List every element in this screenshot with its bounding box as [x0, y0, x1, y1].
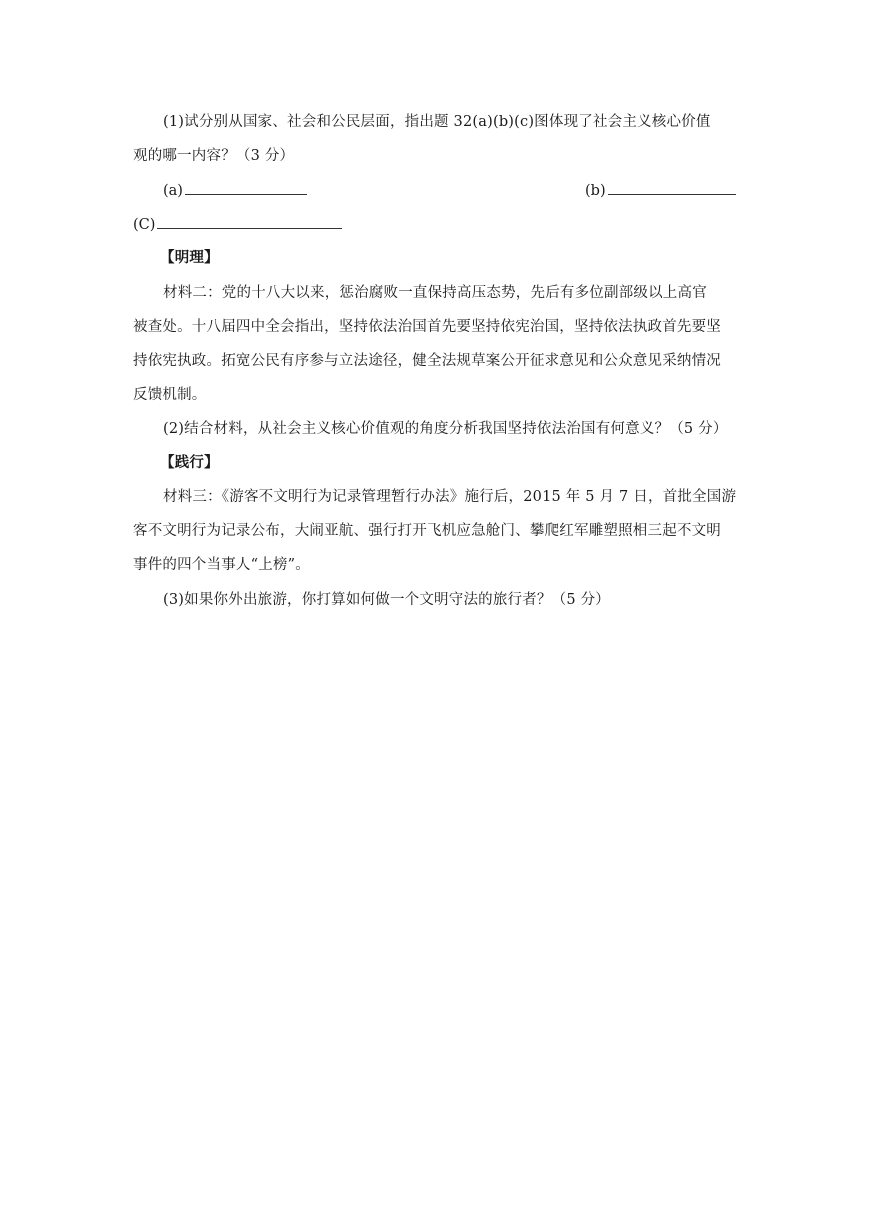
heading-mingli: 【明理】 — [160, 249, 219, 266]
answer-blank-a[interactable] — [163, 180, 307, 201]
answer-blank-b-label: (b) — [585, 183, 606, 199]
question-1-line-1: (1)试分别从国家、社会和公民层面，指出题 32(a)(b)(c)图体现了社会主义核心价值 — [163, 114, 711, 130]
question-2: (2)结合材料，从社会主义核心价值观的角度分析我国坚持依法治国有何意义？（5 分） — [163, 421, 728, 437]
answer-blank-b[interactable] — [585, 180, 736, 201]
answer-blank-a-label: (a) — [163, 183, 183, 199]
answer-line-a[interactable] — [185, 180, 307, 195]
material-3-line-1: 材料三：《游客不文明行为记录管理暂行办法》施行后，2015 年 5 月 7 日，首批全国游 — [163, 489, 737, 505]
material-3-line-2: 客不文明行为记录公布，大闹亚航、强行打开飞机应急舱门、攀爬红军雕塑照相三起不文明 — [133, 523, 721, 539]
material-2-line-1: 材料二：党的十八大以来，惩治腐败一直保持高压态势，先后有多位副部级以上高官 — [163, 285, 707, 301]
answer-line-c[interactable] — [157, 214, 342, 229]
answer-blank-c[interactable] — [133, 214, 342, 235]
material-2-line-3: 持依宪执政。拓宽公民有序参与立法途径，健全法规草案公开征求意见和公众意见采纳情况 — [133, 353, 721, 369]
question-1-line-2: 观的哪一内容？（3 分） — [133, 148, 295, 164]
answer-line-b[interactable] — [608, 180, 736, 195]
material-2-line-2: 被查处。十八届四中全会指出，坚持依法治国首先要坚持依宪治国，坚持依法执政首先要坚 — [133, 319, 721, 335]
heading-jianxing: 【践行】 — [160, 454, 219, 471]
material-3-line-3: 事件的四个当事人“上榜”。 — [133, 557, 310, 573]
question-3: (3)如果你外出旅游，你打算如何做一个文明守法的旅行者？（5 分） — [163, 592, 610, 608]
answer-blank-c-label: (C) — [133, 217, 156, 233]
material-2-line-4: 反馈机制。 — [133, 387, 207, 403]
